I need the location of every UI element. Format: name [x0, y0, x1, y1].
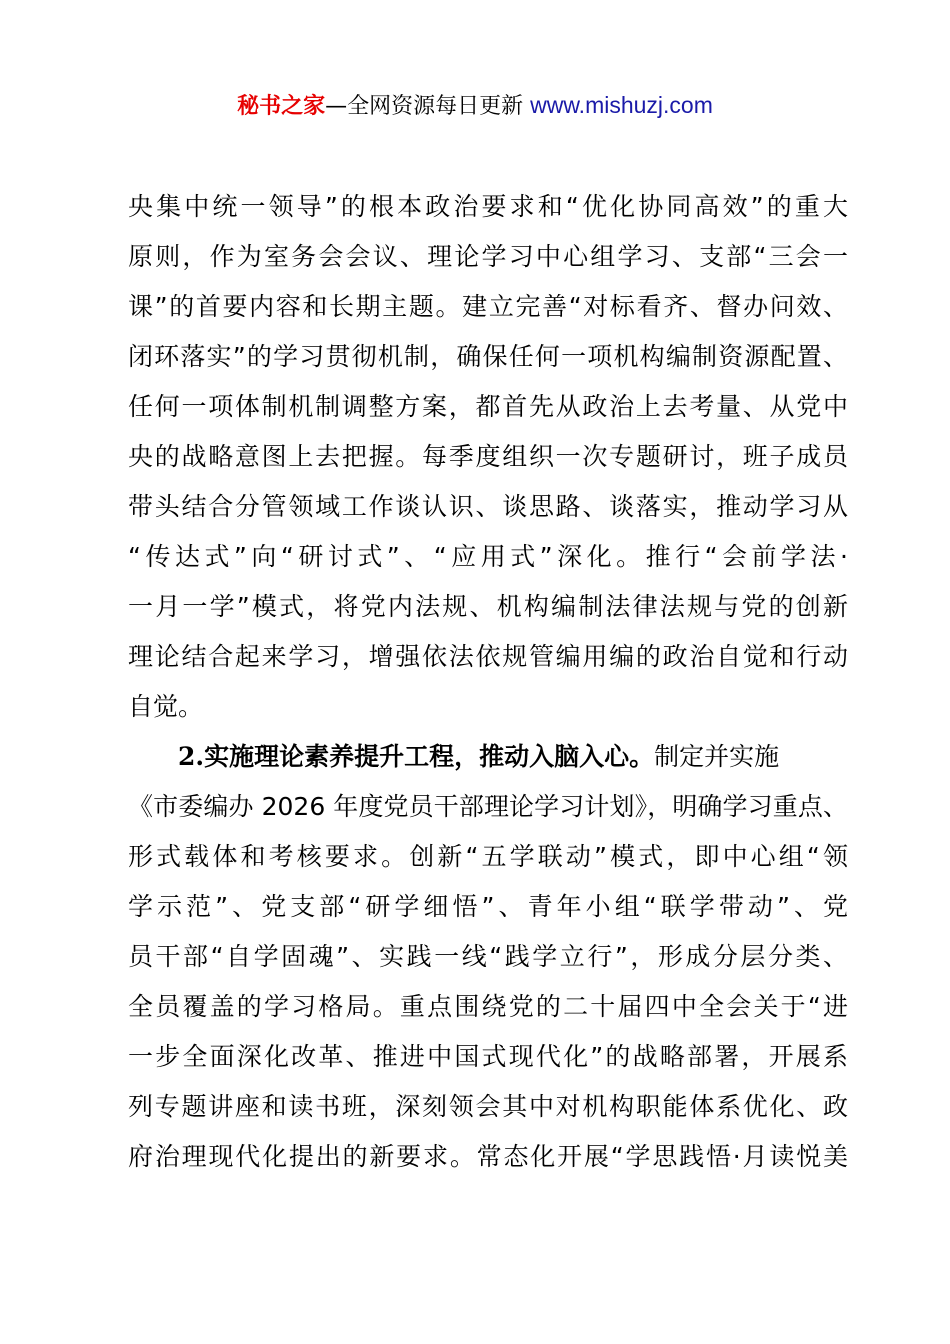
text-line: “传达式”向“研讨式”、“应用式”深化。推行“会前学法· [128, 542, 848, 571]
text-line: 带头结合分管领域工作谈认识、谈思路、谈落实，推动学习从 [128, 492, 848, 521]
brand-name: 秘书之家 [237, 94, 326, 119]
text-line: 员干部“自学固魂”、实践一线“践学立行”，形成分层分类、 [128, 942, 848, 971]
text-line: 原则，作为室务会会议、理论学习中心组学习、支部“三会一 [128, 242, 848, 271]
text-line: 形式载体和考核要求。创新“五学联动”模式，即中心组“领 [128, 842, 848, 871]
text-line: 全员覆盖的学习格局。重点围绕党的二十届四中全会关于“进 [128, 992, 848, 1021]
heading-continuation: 制定并实施 [654, 742, 780, 771]
text-line: 任何一项体制机制调整方案，都首先从政治上去考量、从党中 [128, 392, 848, 421]
text-line: 府治理现代化提出的新要求。常态化开展“学思践悟·月读悦美 [128, 1142, 848, 1171]
text-line: 理论结合起来学习，增强依法依规管编用编的政治自觉和行动 [128, 642, 848, 671]
section-heading: 2.实施理论素养提升工程，推动入脑入心。 [178, 742, 655, 771]
text-line: 一月一学”模式，将党内法规、机构编制法律法规与党的创新 [128, 592, 848, 621]
text-line: 一步全面深化改革、推进中国式现代化”的战略部署，开展系 [128, 1042, 848, 1071]
paragraph-1 [128, 182, 848, 732]
text-line: 课”的首要内容和长期主题。建立完善“对标看齐、督办问效、 [128, 292, 848, 321]
text-line [128, 732, 848, 782]
header-tagline: 全网资源每日更新 [347, 94, 531, 119]
text-line: 自觉。 [128, 692, 204, 721]
site-url-link[interactable]: www.mishuzj.com [530, 92, 713, 118]
text-line: 闭环落实”的学习贯彻机制，确保任何一项机构编制资源配置、 [128, 342, 848, 371]
text-line: 列专题讲座和读书班，深刻领会其中对机构职能体系优化、政 [128, 1092, 848, 1121]
paragraph-2 [128, 732, 848, 1182]
text-line: 央的战略意图上去把握。每季度组织一次专题研讨，班子成员 [128, 442, 848, 471]
document-body [128, 182, 848, 1182]
text-line: 央集中统一领导”的根本政治要求和“优化协同高效”的重大 [128, 192, 848, 221]
site-header [0, 88, 950, 124]
text-line: 学示范”、党支部“研学细悟”、青年小组“联学带动”、党 [128, 892, 848, 921]
header-separator: — [325, 94, 348, 119]
text-line: 《市委编办 2026 年度党员干部理论学习计划》，明确学习重点、 [128, 792, 848, 821]
